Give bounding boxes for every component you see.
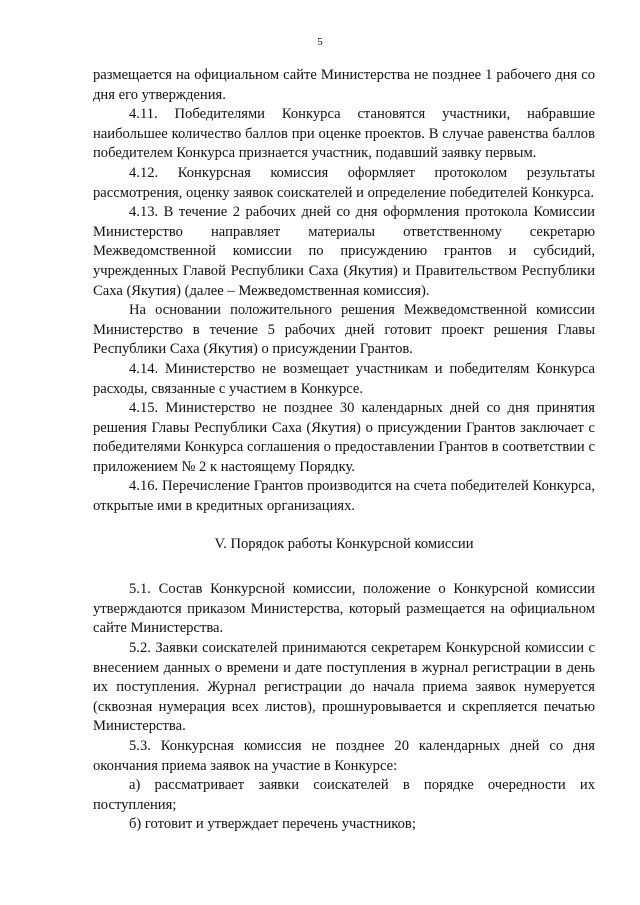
paragraph-5-2: 5.2. Заявки соискателей принимаются секретарем Конкурсной комиссии с внесением данных о времени и дате поступления в журнал регистрации в день их поступления. Журнал регистрации до начала приема заявок нумеруется (сквозная нумерация всех листов), прошнуровывается и скрепляется печатью Министерства.: [93, 640, 595, 735]
paragraph-5-3: 5.3. Конкурсная комиссия не позднее 20 календарных дней со дня окончания приема заявок на участие в Конкурсе:: [93, 738, 595, 774]
list-item-b: б) готовит и утверждает перечень участников;: [129, 816, 416, 833]
paragraph-4-11: 4.11. Победителями Конкурса становятся участники, набравшие наибольшее количество баллов при оценке проектов. В случае равенства баллов победителем Конкурса признается участник, подавший заявку первым.: [93, 106, 595, 162]
paragraph-4-13: 4.13. В течение 2 рабочих дней со дня оформления протокола Комиссии Министерство направляет материалы ответственному секретарю Межведомственной комиссии по присуждению грантов и субсидий, учрежденных Главой Республики Саха (Якутия) и Правительством Республики Саха (Якутия) (далее – Межведомственная комиссия).: [93, 204, 595, 299]
document-body: [93, 66, 595, 835]
paragraph-4-15: 4.15. Министерство не позднее 30 календарных дней со дня принятия решения Главы Республики Саха (Якутия) о присуждении Грантов заключает с победителями Конкурса соглашения о предоставлении Грантов в соответствии с приложением № 2 к настоящему Порядку.: [93, 400, 595, 475]
paragraph-4-16: 4.16. Перечисление Грантов производится на счета победителей Конкурса, открытые ими в кредитных организациях.: [93, 478, 595, 515]
page-number: 5: [317, 36, 323, 48]
list-item-a: а) рассматривает заявки соискателей в порядке очередности их поступления;: [93, 777, 595, 813]
paragraph-5-1: 5.1. Состав Конкурсной комиссии, положение о Конкурсной комиссии утверждаются приказом Министерства, который размещается на официальном сайте Министерства.: [93, 581, 595, 637]
paragraph-continuation: размещается на официальном сайте Министерства не позднее 1 рабочего дня со дня его утверждения.: [93, 67, 595, 103]
paragraph-4-12: 4.12. Конкурсная комиссия оформляет протоколом результаты рассмотрения, оценку заявок соискателей и определение победителей Конкурса.: [93, 164, 595, 201]
section-heading: V. Порядок работы Конкурсной комиссии: [214, 535, 474, 552]
paragraph-4-14: 4.14. Министерство не возмещает участникам и победителям Конкурса расходы, связанные с участием в Конкурсе.: [93, 360, 595, 397]
paragraph-4-13-decision: На основании положительного решения Межведомственной комиссии Министерство в течение 5 рабочих дней готовит проект решения Главы Республики Саха (Якутия) о присуждении Грантов.: [93, 302, 595, 358]
